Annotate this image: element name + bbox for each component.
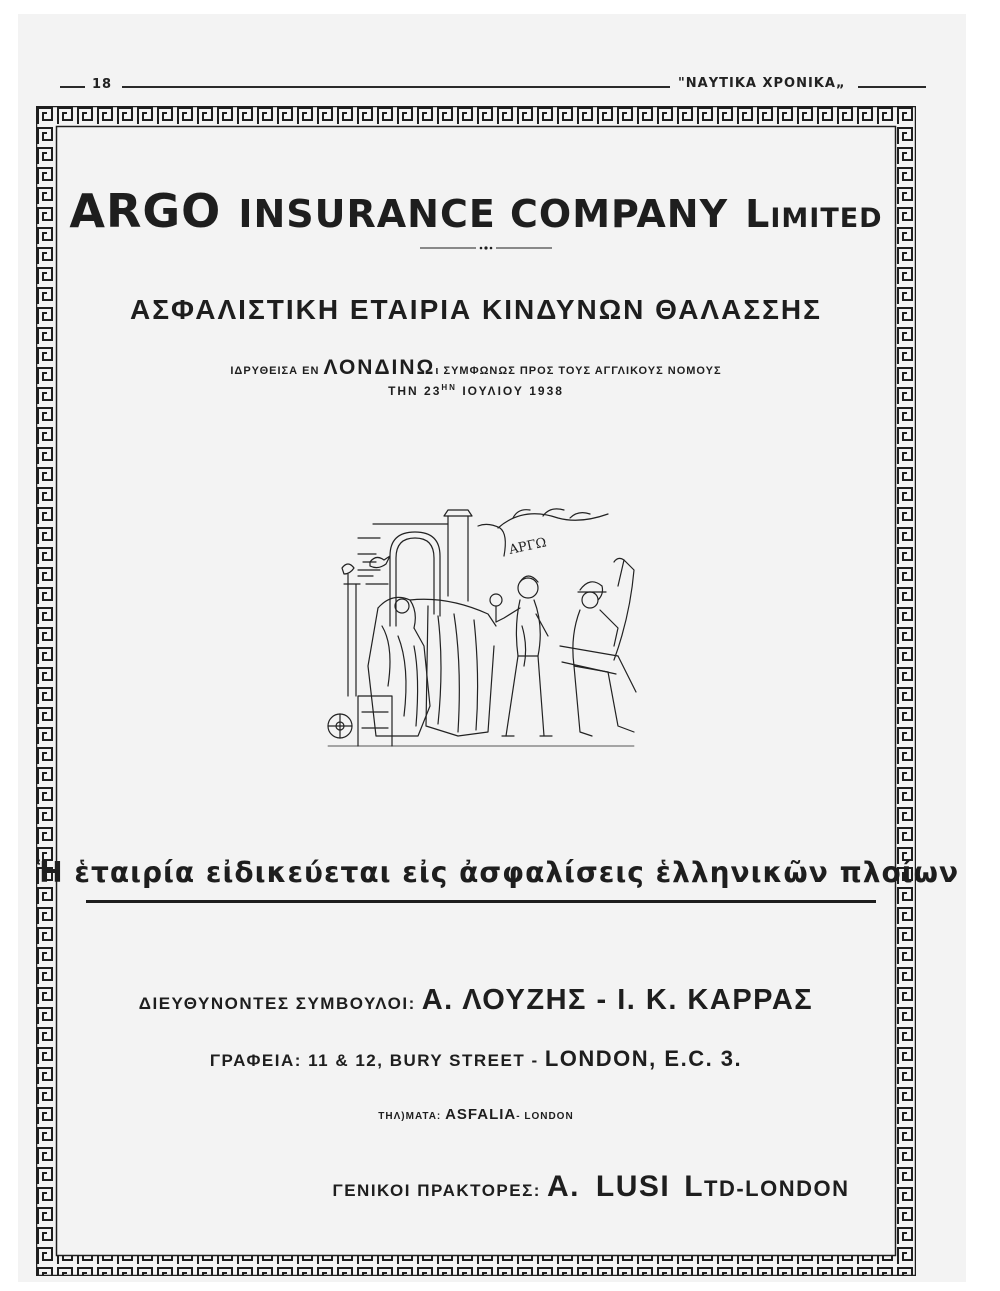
greek-company-title: ΑΣΦΑΛΙΣΤΙΚΗ ΕΤΑΙΡΙΑ ΚΙΝΔΥΝΩΝ ΘΑΛΑΣΣΗΣ <box>130 294 822 325</box>
directors-line <box>36 984 916 1017</box>
agents-l: L <box>684 1170 705 1203</box>
company-name <box>36 184 916 238</box>
founded-prefix: ΙΔΡΥΘΕΙΣΑ ΕΝ <box>230 365 320 377</box>
agents-label: ΓΕΝΙΚΟΙ ΠΡΑΚΤΟΡΕΣ: <box>332 1181 541 1200</box>
founding-date-sup: ΗΝ <box>441 383 457 392</box>
founded-city: ΛΟΝΔΙΝΩ <box>323 356 436 379</box>
offices-numbers: 11 & 12, <box>308 1051 384 1070</box>
founding-date-suffix: ΙΟΥΛΙΟΥ 1938 <box>462 384 564 398</box>
founding-date-prefix: ΤΗΝ 23 <box>388 384 442 398</box>
directors-names: Α. ΛΟΥΖΗΣ - Ι. Κ. ΚΑΡΡΑΣ <box>421 984 814 1016</box>
company-name-insurance: INSURANCE COMPANY <box>238 192 729 236</box>
company-name-l: L <box>745 192 771 236</box>
header-rule-middle <box>122 86 670 88</box>
company-name-limited: IMITED <box>770 203 883 234</box>
agents-initial: Α. <box>546 1170 580 1203</box>
offices-line <box>36 1046 916 1072</box>
telegrams-city: - LONDON <box>516 1111 574 1122</box>
directors-label: ΔΙΕΥΘΥΝΟΝΤΕΣ ΣΥΜΒΟΥΛΟΙ: <box>138 994 416 1013</box>
offices-label: ΓΡΑΦΕΙΑ: <box>209 1051 302 1070</box>
offices-street: BURY STREET - <box>389 1051 539 1070</box>
title-ornament-rule <box>420 244 552 252</box>
telegrams-line <box>36 1106 916 1123</box>
publication-title: "ΝΑΥΤΙΚΑ ΧΡΟΝΙΚΑ„ <box>678 76 846 91</box>
argo-vase-painting-icon <box>318 496 638 756</box>
page-number: 18 <box>92 77 113 92</box>
telegrams-address: ASFALIA <box>445 1106 517 1123</box>
agents-suffix: TD-LONDON <box>704 1176 850 1201</box>
founding-statement <box>36 356 916 380</box>
motto-underline <box>86 900 876 903</box>
founding-date <box>36 383 916 398</box>
telegrams-label: ΤΗΛ)ΜΑΤΑ: <box>378 1111 442 1122</box>
founded-suffix: ι ΣΥΜΦΩΝΩΣ ΠΡΟΣ ΤΟΥΣ ΑΓΓΛΙΚΟΥΣ ΝΟΜΟΥΣ <box>435 365 722 377</box>
offices-city: LONDON, E.C. 3. <box>544 1046 743 1071</box>
advertisement-frame <box>36 106 960 1276</box>
company-name-argo: ARGO <box>69 184 222 238</box>
general-agents-line <box>266 1170 916 1204</box>
header-rule-left <box>60 86 85 88</box>
agents-name: LUSI <box>595 1170 671 1203</box>
illustration-inscription: ΑΡΓΩ <box>507 535 548 558</box>
motto: Ἡ ἑταιρία εἰδικεύεται εἰς ἀσφαλίσεις ἑλληνικῶν πλοίων <box>36 856 960 889</box>
header-rule-right <box>858 86 926 88</box>
